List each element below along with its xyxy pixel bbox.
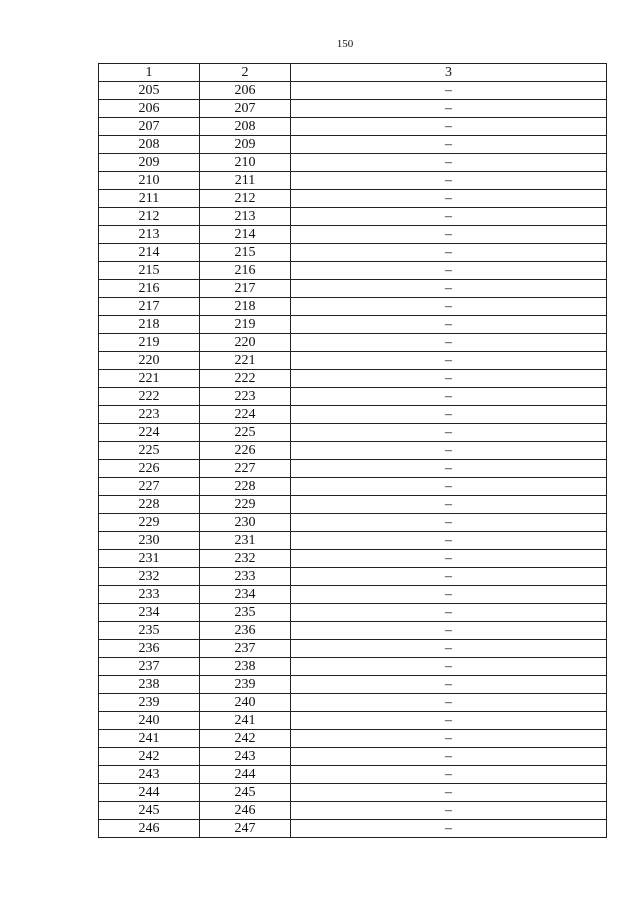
table-cell-col-2: 247: [200, 820, 291, 838]
table-cell-col-3: –: [291, 586, 607, 604]
table-cell-col-3: –: [291, 226, 607, 244]
table-cell-col-2: 240: [200, 694, 291, 712]
table-row: [99, 478, 607, 496]
data-table: [98, 63, 607, 838]
table-cell-col-3: –: [291, 478, 607, 496]
table-cell-col-1: 208: [99, 136, 200, 154]
table-cell-col-3: –: [291, 748, 607, 766]
table-cell-col-3: –: [291, 280, 607, 298]
table-row: [99, 316, 607, 334]
table-cell-col-1: 213: [99, 226, 200, 244]
table-cell-col-2: 215: [200, 244, 291, 262]
table-cell-col-3: –: [291, 568, 607, 586]
table-cell-col-1: 242: [99, 748, 200, 766]
table-cell-col-1: 234: [99, 604, 200, 622]
table-row: [99, 694, 607, 712]
table-cell-col-1: 221: [99, 370, 200, 388]
table-cell-col-2: 245: [200, 784, 291, 802]
table-cell-col-1: 227: [99, 478, 200, 496]
table-cell-col-1: 238: [99, 676, 200, 694]
table-row: [99, 622, 607, 640]
table-cell-col-1: 239: [99, 694, 200, 712]
table-cell-col-2: 206: [200, 82, 291, 100]
column-header-1: 1: [99, 64, 200, 82]
table-cell-col-1: 237: [99, 658, 200, 676]
table-cell-col-2: 241: [200, 712, 291, 730]
table-cell-col-1: 226: [99, 460, 200, 478]
table-cell-col-2: 243: [200, 748, 291, 766]
table-cell-col-2: 219: [200, 316, 291, 334]
table-cell-col-1: 220: [99, 352, 200, 370]
table-row: [99, 730, 607, 748]
table-cell-col-3: –: [291, 694, 607, 712]
table-row: [99, 568, 607, 586]
table-cell-col-1: 215: [99, 262, 200, 280]
table-cell-col-2: 236: [200, 622, 291, 640]
table-row: [99, 640, 607, 658]
table-cell-col-1: 209: [99, 154, 200, 172]
table-cell-col-3: –: [291, 190, 607, 208]
table-cell-col-3: –: [291, 136, 607, 154]
table-cell-col-2: 212: [200, 190, 291, 208]
table-cell-col-2: 209: [200, 136, 291, 154]
table-cell-col-2: 221: [200, 352, 291, 370]
table-cell-col-3: –: [291, 424, 607, 442]
table-cell-col-3: –: [291, 370, 607, 388]
table-cell-col-2: 218: [200, 298, 291, 316]
table-cell-col-2: 217: [200, 280, 291, 298]
table-cell-col-1: 214: [99, 244, 200, 262]
table-cell-col-3: –: [291, 604, 607, 622]
column-header-2: 2: [200, 64, 291, 82]
table-cell-col-3: –: [291, 406, 607, 424]
table-row: [99, 244, 607, 262]
table-cell-col-1: 211: [99, 190, 200, 208]
table-cell-col-1: 241: [99, 730, 200, 748]
table-cell-col-3: –: [291, 784, 607, 802]
table-cell-col-3: –: [291, 802, 607, 820]
table-cell-col-3: –: [291, 262, 607, 280]
table-row: [99, 532, 607, 550]
table-row: [99, 100, 607, 118]
table-cell-col-2: 246: [200, 802, 291, 820]
table-row: [99, 370, 607, 388]
table-row: [99, 766, 607, 784]
table-cell-col-2: 208: [200, 118, 291, 136]
table-cell-col-3: –: [291, 208, 607, 226]
table-cell-col-1: 245: [99, 802, 200, 820]
table-cell-col-1: 229: [99, 514, 200, 532]
table-cell-col-2: 227: [200, 460, 291, 478]
table-row: [99, 172, 607, 190]
page-number: 150: [336, 38, 354, 50]
table-cell-col-2: 214: [200, 226, 291, 244]
table-cell-col-3: –: [291, 316, 607, 334]
column-header-3: 3: [291, 64, 607, 82]
table-row: [99, 784, 607, 802]
table-row: [99, 442, 607, 460]
table-row: [99, 712, 607, 730]
table-row: [99, 802, 607, 820]
table-cell-col-3: –: [291, 388, 607, 406]
table-cell-col-2: 242: [200, 730, 291, 748]
table-row: [99, 460, 607, 478]
table-cell-col-3: –: [291, 766, 607, 784]
table-cell-col-1: 243: [99, 766, 200, 784]
table-cell-col-3: –: [291, 640, 607, 658]
table-cell-col-1: 246: [99, 820, 200, 838]
table-row: [99, 226, 607, 244]
table-row: [99, 154, 607, 172]
table-cell-col-2: 231: [200, 532, 291, 550]
table-cell-col-2: 223: [200, 388, 291, 406]
table-row: [99, 820, 607, 838]
table-header-row: [99, 64, 607, 82]
table-row: [99, 496, 607, 514]
table-cell-col-3: –: [291, 100, 607, 118]
table-cell-col-3: –: [291, 442, 607, 460]
table-cell-col-2: 232: [200, 550, 291, 568]
table-row: [99, 334, 607, 352]
table-cell-col-1: 210: [99, 172, 200, 190]
table-cell-col-3: –: [291, 118, 607, 136]
table-cell-col-2: 224: [200, 406, 291, 424]
table-cell-col-1: 233: [99, 586, 200, 604]
table-cell-col-1: 224: [99, 424, 200, 442]
table-cell-col-2: 211: [200, 172, 291, 190]
table-cell-col-2: 233: [200, 568, 291, 586]
table-cell-col-2: 238: [200, 658, 291, 676]
table-cell-col-3: –: [291, 298, 607, 316]
table-row: [99, 262, 607, 280]
table-body: [99, 82, 607, 838]
table-cell-col-3: –: [291, 676, 607, 694]
table-row: [99, 514, 607, 532]
table-cell-col-2: 220: [200, 334, 291, 352]
table-row: [99, 586, 607, 604]
table-cell-col-1: 205: [99, 82, 200, 100]
table-row: [99, 208, 607, 226]
table-row: [99, 388, 607, 406]
table-row: [99, 298, 607, 316]
table-cell-col-3: –: [291, 820, 607, 838]
table-cell-col-1: 232: [99, 568, 200, 586]
table-cell-col-2: 216: [200, 262, 291, 280]
table-row: [99, 658, 607, 676]
table-cell-col-2: 207: [200, 100, 291, 118]
table-cell-col-1: 230: [99, 532, 200, 550]
table-cell-col-1: 225: [99, 442, 200, 460]
table-row: [99, 748, 607, 766]
table-cell-col-3: –: [291, 496, 607, 514]
table-cell-col-3: –: [291, 712, 607, 730]
table-row: [99, 190, 607, 208]
table-cell-col-2: 230: [200, 514, 291, 532]
table-cell-col-1: 212: [99, 208, 200, 226]
table-row: [99, 676, 607, 694]
table-cell-col-2: 210: [200, 154, 291, 172]
table-cell-col-1: 219: [99, 334, 200, 352]
table-cell-col-3: –: [291, 460, 607, 478]
table-row: [99, 406, 607, 424]
table-cell-col-2: 244: [200, 766, 291, 784]
table-cell-col-3: –: [291, 658, 607, 676]
table-cell-col-3: –: [291, 334, 607, 352]
table-cell-col-1: 218: [99, 316, 200, 334]
table-cell-col-1: 216: [99, 280, 200, 298]
table-row: [99, 604, 607, 622]
table-cell-col-2: 235: [200, 604, 291, 622]
table-cell-col-1: 244: [99, 784, 200, 802]
table-cell-col-1: 223: [99, 406, 200, 424]
table-cell-col-1: 217: [99, 298, 200, 316]
table-cell-col-1: 222: [99, 388, 200, 406]
table-cell-col-3: –: [291, 172, 607, 190]
table-cell-col-1: 228: [99, 496, 200, 514]
table-cell-col-3: –: [291, 244, 607, 262]
table-row: [99, 136, 607, 154]
table-cell-col-3: –: [291, 550, 607, 568]
table-row: [99, 82, 607, 100]
table-cell-col-2: 234: [200, 586, 291, 604]
table-row: [99, 550, 607, 568]
table-cell-col-2: 225: [200, 424, 291, 442]
table-row: [99, 352, 607, 370]
table-cell-col-2: 226: [200, 442, 291, 460]
table-cell-col-3: –: [291, 532, 607, 550]
table-row: [99, 118, 607, 136]
table-cell-col-3: –: [291, 730, 607, 748]
table-header: [99, 64, 607, 82]
table-cell-col-2: 213: [200, 208, 291, 226]
table-cell-col-1: 236: [99, 640, 200, 658]
table-cell-col-1: 240: [99, 712, 200, 730]
table-cell-col-1: 235: [99, 622, 200, 640]
table-cell-col-3: –: [291, 352, 607, 370]
table-cell-col-2: 229: [200, 496, 291, 514]
table-cell-col-1: 206: [99, 100, 200, 118]
table-cell-col-2: 239: [200, 676, 291, 694]
table-cell-col-1: 231: [99, 550, 200, 568]
table-cell-col-1: 207: [99, 118, 200, 136]
table-cell-col-3: –: [291, 82, 607, 100]
table-cell-col-3: –: [291, 622, 607, 640]
table-cell-col-3: –: [291, 514, 607, 532]
table-cell-col-2: 237: [200, 640, 291, 658]
table-cell-col-3: –: [291, 154, 607, 172]
table-cell-col-2: 222: [200, 370, 291, 388]
table-cell-col-2: 228: [200, 478, 291, 496]
table-row: [99, 424, 607, 442]
table-row: [99, 280, 607, 298]
